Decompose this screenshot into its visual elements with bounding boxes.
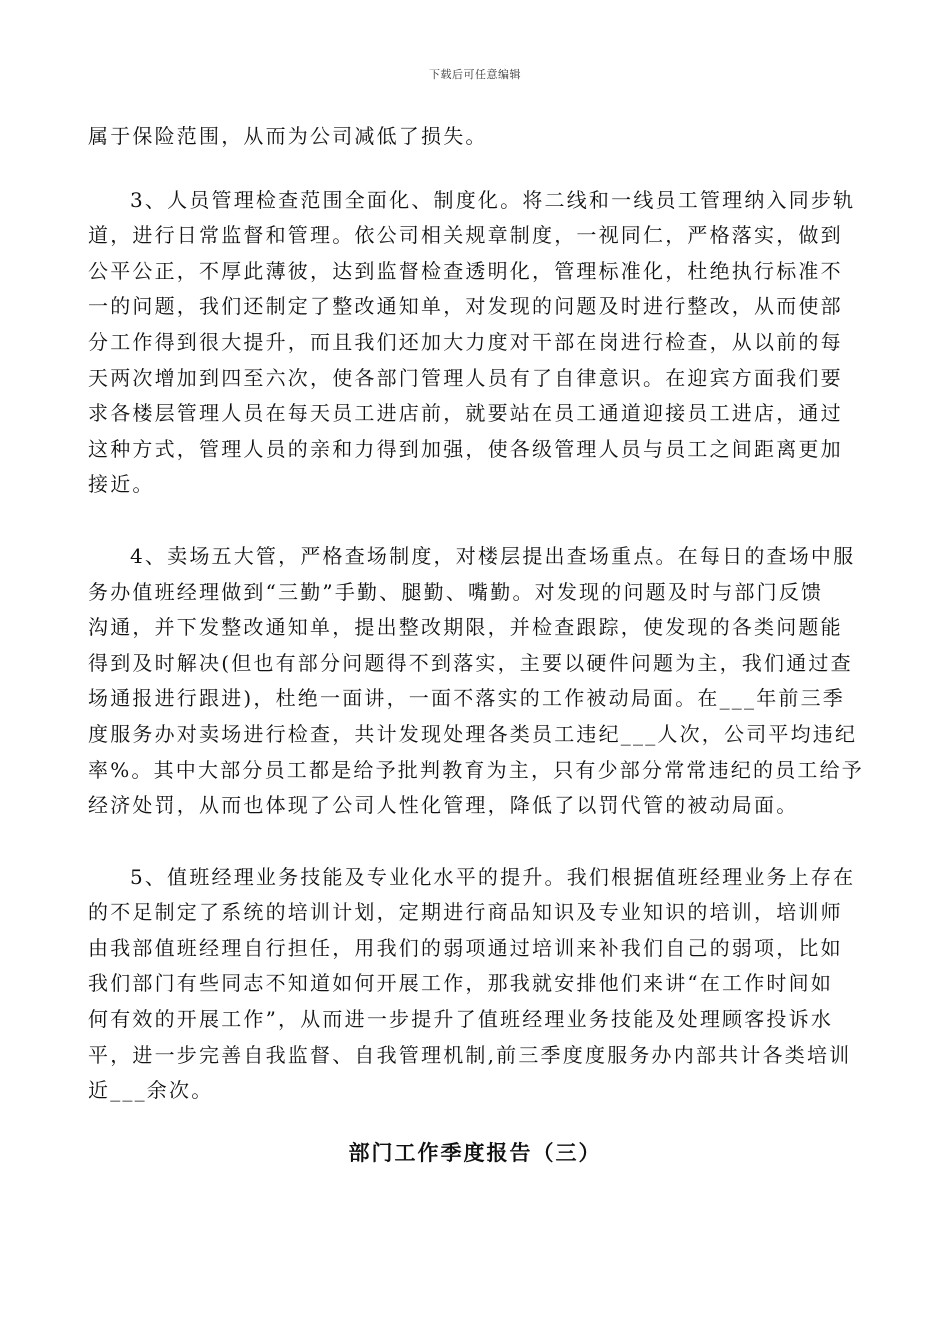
text-line: 度服务办对卖场进行检查，共计发现处理各类员工违纪___人次，公司平均违纪 bbox=[88, 721, 858, 746]
text-line: 分工作得到很大提升，而且我们还加大力度对干部在岗进行检查，从以前的每 bbox=[88, 329, 843, 354]
text-line: 率%。其中大部分员工都是给予批判教育为主，只有少部分常常违纪的员工给予 bbox=[88, 757, 865, 782]
text-line: 3、人员管理检查范围全面化、制度化。将二线和一线员工管理纳入同步轨 bbox=[130, 187, 856, 212]
paragraph-item-3 bbox=[88, 183, 862, 503]
text-line: 4、卖场五大管，严格查场制度，对楼层提出查场重点。在每日的查场中服 bbox=[130, 543, 856, 568]
text-line: 场通报进行跟进)，杜绝一面讲，一面不落实的工作被动局面。在___年前三季 bbox=[88, 686, 846, 711]
text-line: 一的问题，我们还制定了整改通知单，对发现的问题及时进行整改，从而使部 bbox=[88, 294, 843, 319]
text-line: 这种方式，管理人员的亲和力得到加强，使各级管理人员与员工之间距离更加 bbox=[88, 436, 843, 461]
text-line: 5、值班经理业务技能及专业化水平的提升。我们根据值班经理业务上存在 bbox=[130, 864, 856, 889]
text-line: 得到及时解决(但也有部分问题得不到落实，主要以硬件问题为主，我们通过查 bbox=[88, 650, 853, 675]
text-line: 接近。 bbox=[88, 472, 155, 497]
text-line: 的不足制定了系统的培训计划，定期进行商品知识及专业知识的培训，培训师 bbox=[88, 900, 843, 925]
text-line: 我们部门有些同志不知道如何开展工作，那我就安排他们来讲“在工作时间如 bbox=[88, 971, 834, 996]
paragraph-1 bbox=[88, 119, 862, 155]
document-body bbox=[88, 119, 865, 1145]
section-title: 部门工作季度报告（三） bbox=[348, 1140, 602, 1165]
text-line: 天两次增加到四至六次，使各部门管理人员有了自律意识。在迎宾方面我们要 bbox=[88, 365, 843, 390]
text-line: 公平公正，不厚此薄彼，达到监督检查透明化，管理标准化，杜绝执行标准不 bbox=[88, 258, 843, 283]
paragraph-item-4 bbox=[88, 539, 865, 824]
text-line: 经济处罚，从而也体现了公司人性化管理，降低了以罚代管的被动局面。 bbox=[88, 793, 799, 818]
text-line: 近___余次。 bbox=[88, 1078, 214, 1103]
text-line: 求各楼层管理人员在每天员工进店前，就要站在员工通道迎接员工进店，通过 bbox=[88, 401, 843, 426]
text-line: 务办值班经理做到“三勤”手勤、腿勤、嘴勤。对发现的问题及时与部门反馈 bbox=[88, 579, 824, 604]
page-header-note: 下载后可任意编辑 bbox=[429, 68, 521, 81]
text-line: 由我部值班经理自行担任，用我们的弱项通过培训来补我们自己的弱项，比如 bbox=[88, 935, 843, 960]
text-line: 平，进一步完善自我监督、自我管理机制,前三季度度服务办内部共计各类培训 bbox=[88, 1042, 852, 1067]
text-line: 沟通，并下发整改通知单，提出整改期限，并检查跟踪，使发现的各类问题能 bbox=[88, 615, 843, 640]
text-line: 何有效的开展工作”，从而进一步提升了值班经理业务技能及处理顾客投诉水 bbox=[88, 1007, 834, 1032]
text-line: 属于保险范围，从而为公司减低了损失。 bbox=[88, 124, 488, 148]
paragraph-item-5 bbox=[88, 860, 862, 1109]
text-line: 道，进行日常监督和管理。依公司相关规章制度，一视同仁，严格落实，做到 bbox=[88, 223, 843, 248]
